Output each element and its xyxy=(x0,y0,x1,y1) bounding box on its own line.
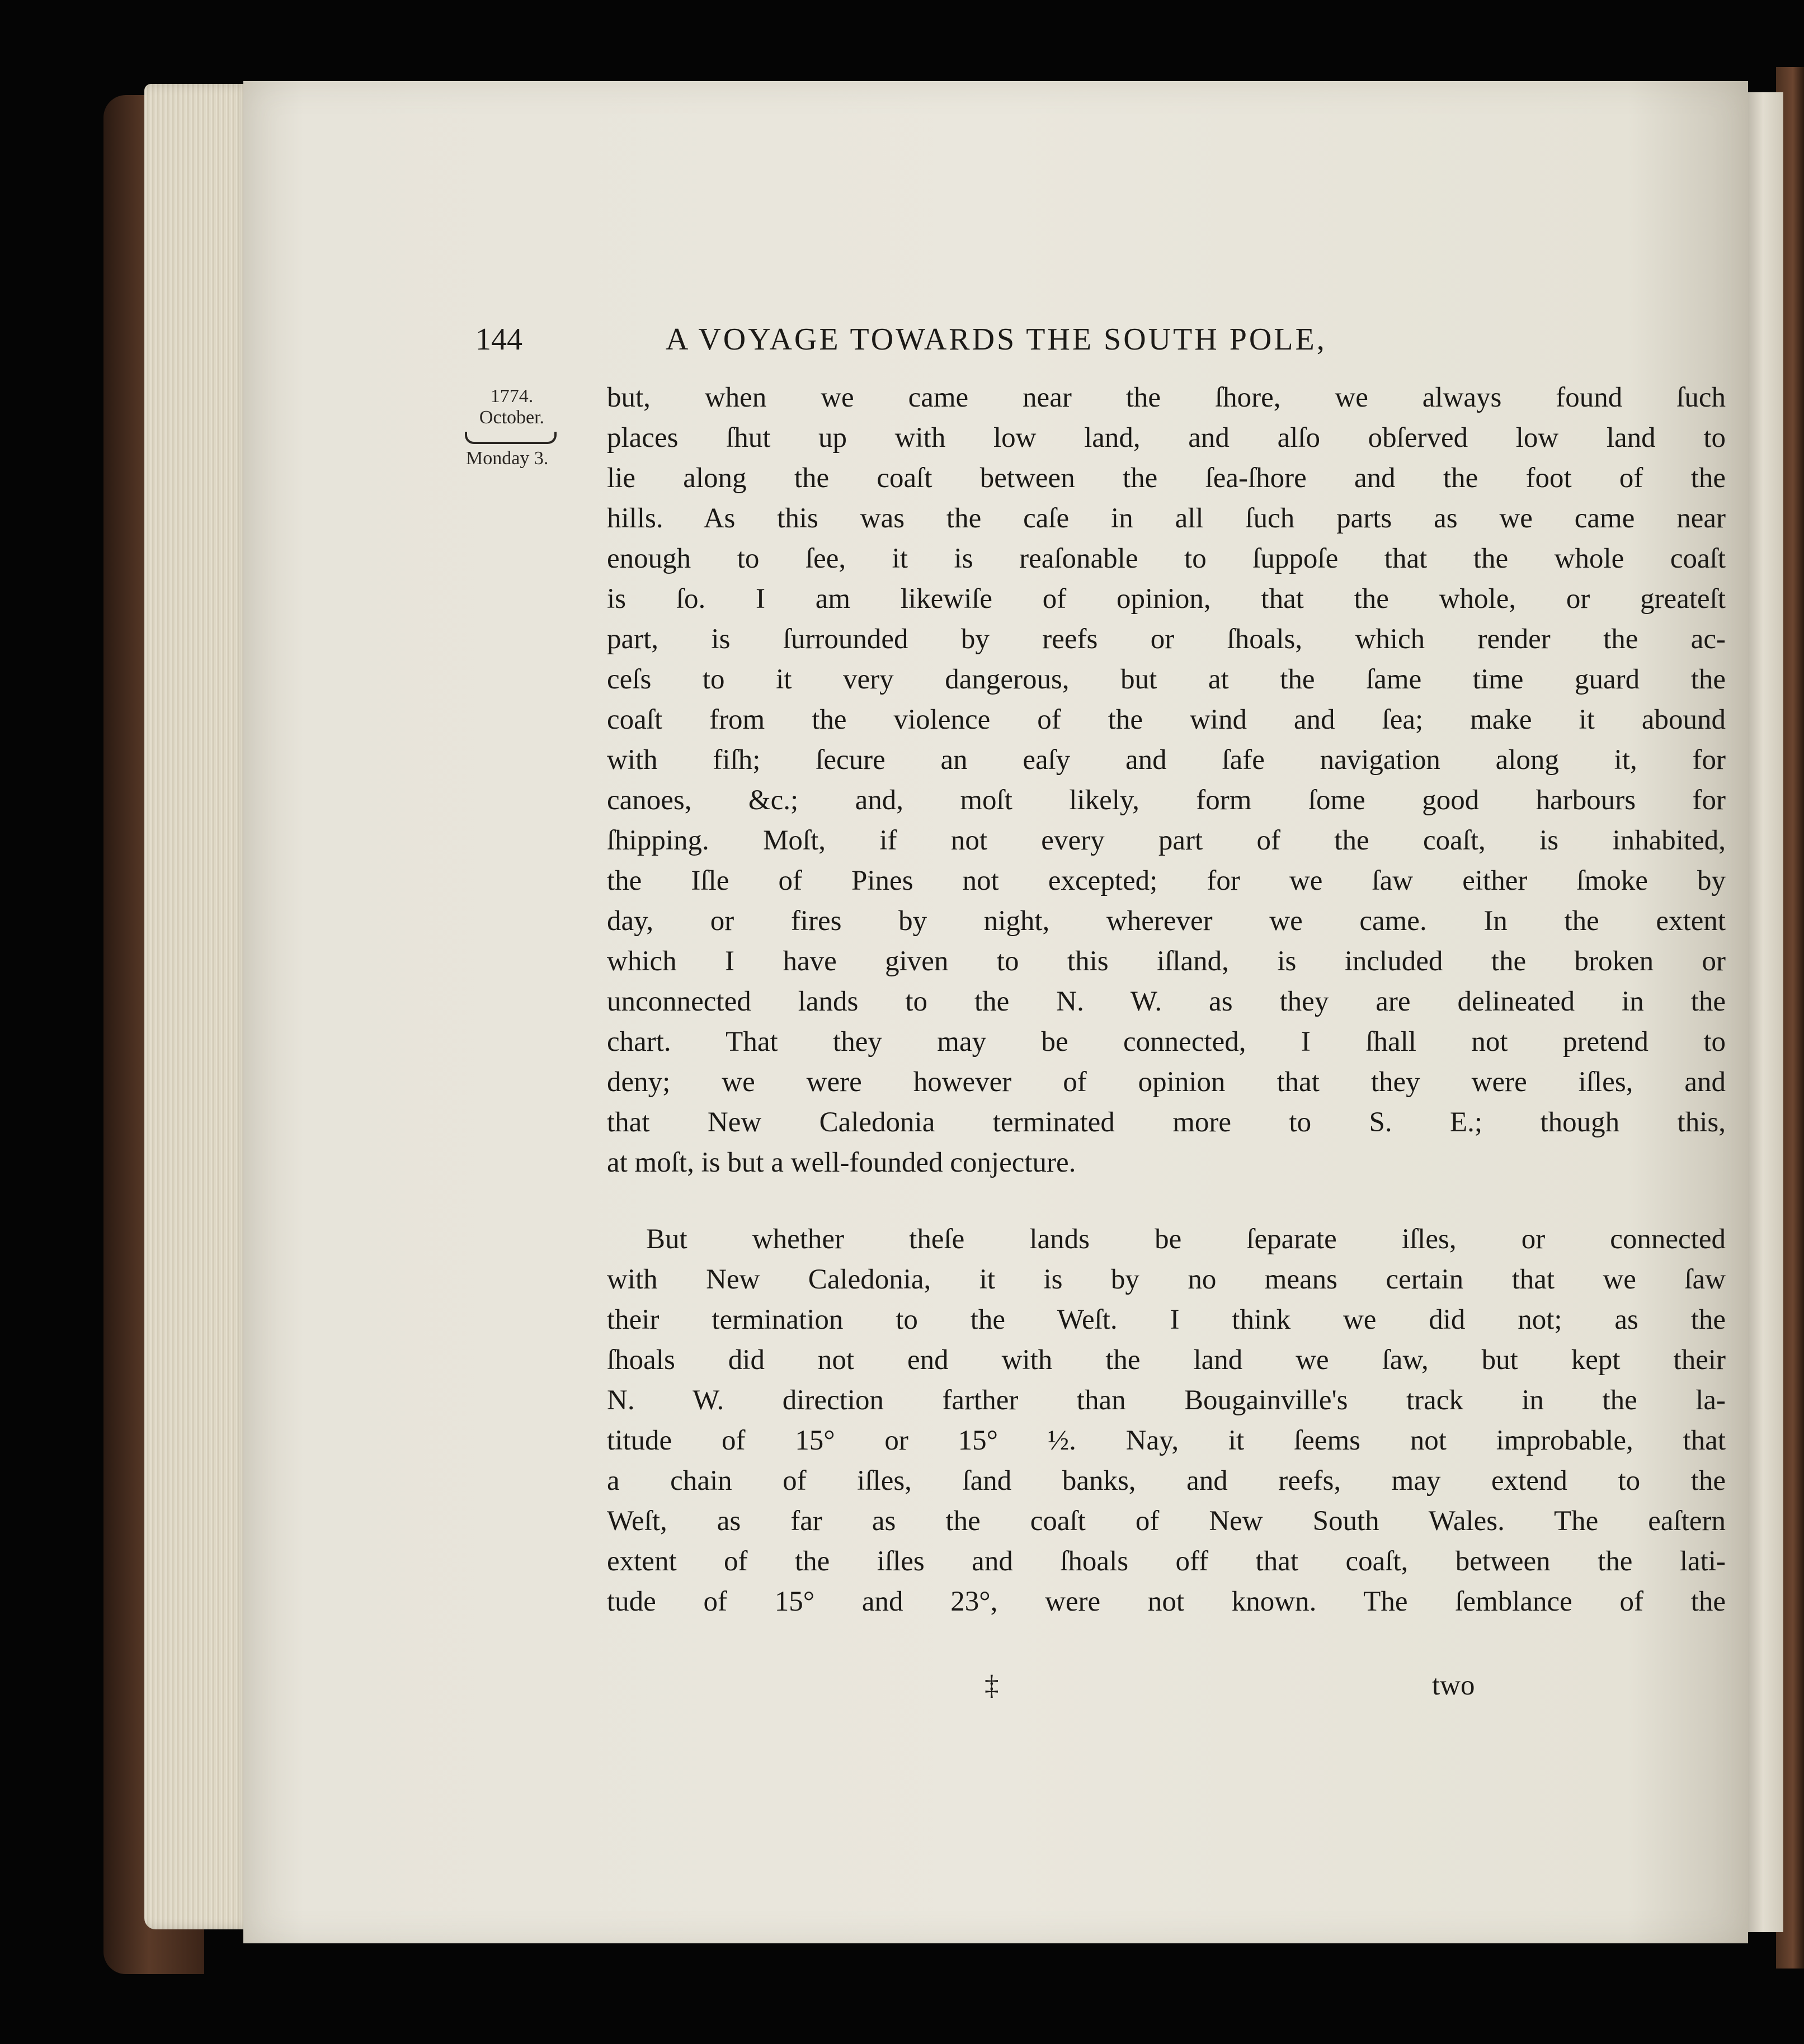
text-line: deny; we were however of opinion that they were iſles, and xyxy=(607,1066,1726,1098)
body-text xyxy=(607,377,1726,1622)
page-edges xyxy=(144,84,251,1929)
text-line: that New Caledonia terminated more to S. E.; though this, xyxy=(607,1107,1726,1138)
text-line: lie along the coaſt between the ſea-ſhore and the foot of the xyxy=(607,462,1726,494)
text-line: Weſt, as far as the coaſt of New South Wales. The eaſtern xyxy=(607,1505,1726,1537)
text-line: chart. That they may be connected, I ſhall not pretend to xyxy=(607,1026,1726,1058)
text-line: their termination to the Weſt. I think we did not; as the xyxy=(607,1304,1726,1335)
text-line: canoes, &c.; and, moſt likely, form ſome good harbours for xyxy=(607,785,1726,816)
margin-day: Monday 3. xyxy=(466,448,549,469)
text-line: hills. As this was the caſe in all ſuch parts as we came near xyxy=(607,503,1726,534)
text-line: tude of 15° and 23°, were not known. The ſemblance of the xyxy=(607,1586,1726,1617)
margin-month: October. xyxy=(479,407,545,428)
page-footer xyxy=(243,1669,1748,1714)
text-line: enough to ſee, it is reaſonable to ſuppoſe that the whole coaſt xyxy=(607,543,1726,574)
text-line: ſhoals did not end with the land we ſaw, but kept their xyxy=(607,1344,1726,1376)
margin-year: 1774. xyxy=(490,386,534,407)
paragraph-2 xyxy=(607,1219,1726,1622)
text-line: titude of 15° or 15° ½. Nay, it ſeems not improbable, that xyxy=(607,1425,1726,1456)
book-page xyxy=(243,81,1748,1943)
margin-note xyxy=(461,386,562,470)
text-line: ceſs to it very dangerous, but at the ſame time guard the xyxy=(607,664,1726,695)
text-line: but, when we came near the ſhore, we always found ſuch xyxy=(607,382,1726,413)
text-line: which I have given to this iſland, is included the broken or xyxy=(607,946,1726,977)
text-line: the Iſle of Pines not excepted; for we ſaw either ſmoke by xyxy=(607,865,1726,896)
text-line: is ſo. I am likewiſe of opinion, that the whole, or greateſt xyxy=(607,583,1726,615)
text-line: a chain of iſles, ſand banks, and reefs, may extend to the xyxy=(607,1465,1726,1497)
text-line: places ſhut up with low land, and alſo obſerved low land to xyxy=(607,422,1726,454)
text-line: day, or fires by night, wherever we came. In the extent xyxy=(607,905,1726,937)
text-line: at moſt, is but a well-founded conjecture. xyxy=(607,1147,1076,1178)
text-line: coaſt from the violence of the wind and ſea; make it abound xyxy=(607,704,1726,735)
signature-mark: ‡ xyxy=(985,1670,999,1701)
text-line: part, is ſurrounded by reefs or ſhoals, which render the ac- xyxy=(607,624,1726,655)
page-number: 144 xyxy=(475,322,522,357)
text-line: N. W. direction farther than Bougainville's track in the la- xyxy=(607,1385,1726,1416)
text-line: with New Caledonia, it is by no means certain that we ſaw xyxy=(607,1264,1726,1295)
text-line: unconnected lands to the N. W. as they are delineated in the xyxy=(607,986,1726,1017)
text-line: But whether theſe lands be ſeparate iſles, or connected xyxy=(646,1224,1726,1255)
catchword: two xyxy=(1432,1670,1475,1701)
text-line: with fiſh; ſecure an eaſy and ſafe navigation along it, for xyxy=(607,744,1726,776)
text-line: ſhipping. Moſt, if not every part of the coaſt, is inhabited, xyxy=(607,825,1726,856)
text-line: extent of the iſles and ſhoals off that coaſt, between the lati- xyxy=(607,1546,1726,1577)
paragraph-1 xyxy=(607,377,1726,1183)
paragraph-gap xyxy=(607,1183,1726,1219)
margin-brace xyxy=(465,432,557,444)
page-title: A VOYAGE TOWARDS THE SOUTH POLE, xyxy=(666,322,1327,357)
running-head xyxy=(243,322,1748,366)
